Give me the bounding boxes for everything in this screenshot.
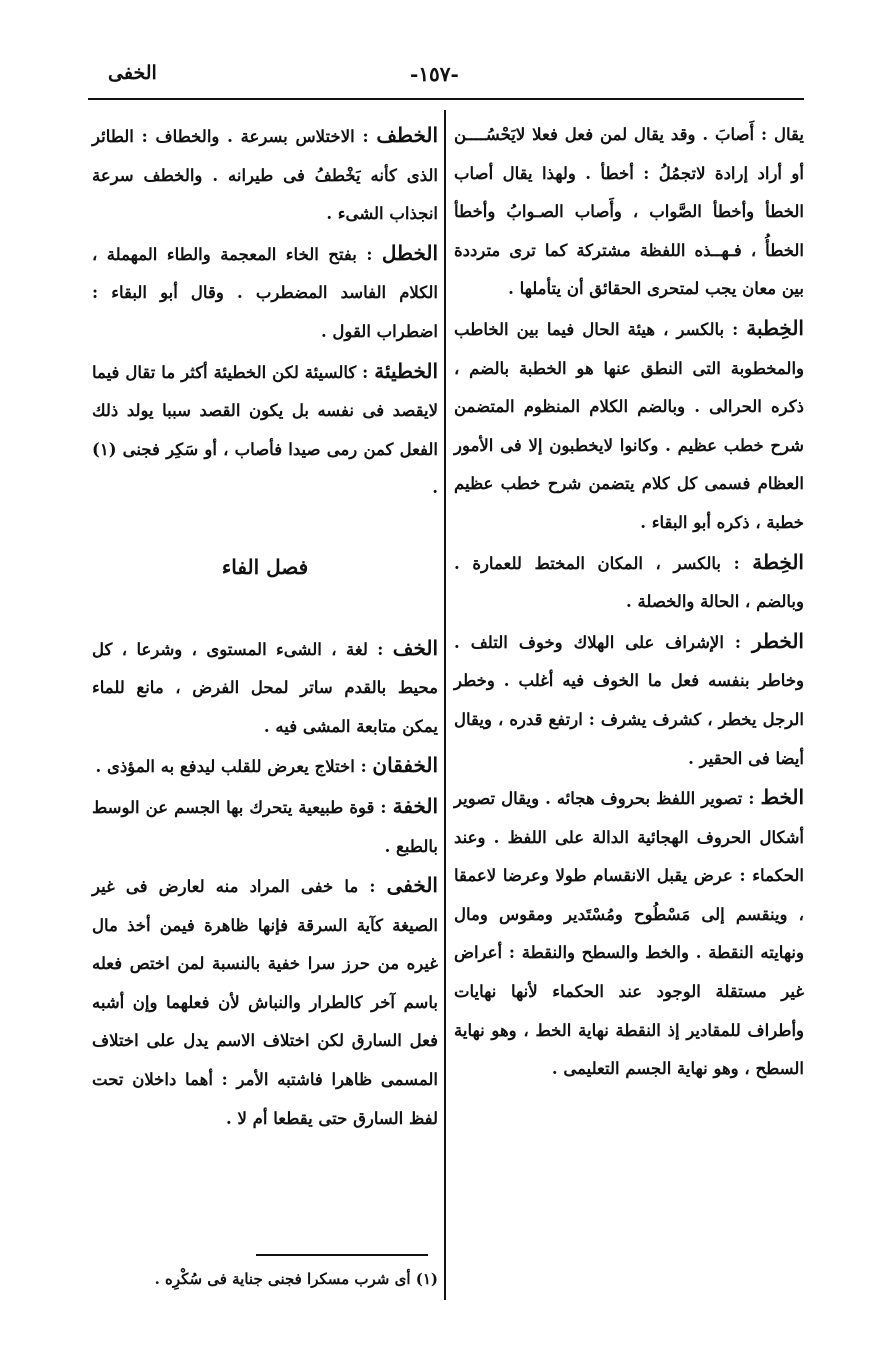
footnote-rule xyxy=(256,1254,428,1256)
entry-term: الخِطبة xyxy=(746,315,804,340)
entry-khitba xyxy=(454,309,804,543)
entry-term: الخِطة xyxy=(752,549,804,574)
entry-text: : ما خفى المراد منه لعارض فى غير الصيغة كآية السرقة فإنها ظاهرة فيمن أخذ مال غيره من حرز سرا خفية بالنسبة لمن اختص فعله باسم آخر كالطرار والنباش لأن فعلهما وإن أشبه فعل السارق لكن اختلاف الاسم يدل على اختلاف المسمى ظاهرا فاشتبه الأمر : أهما داخلان تحت لفظ السارق حتى يقطعا أم لا . xyxy=(92,877,438,1128)
entry-text: : بفتح الخاء المعجمة والطاء المهملة ، الكلام الفاسد المضطرب . وقال أبو البقاء : اضطراب القول . xyxy=(92,244,438,341)
page-number: -١٥٧- xyxy=(410,62,459,86)
footnote: (١) أى شرب مسكرا فجنى جناية فى سُكْرِه . xyxy=(154,1270,438,1288)
entry-text: : كالسيئة لكن الخطيئة أكثر ما تقال فيما لايقصد فى نفسه بل يكون القصد سببا يولد ذلك الفعل كمن رمى صيدا فأصاب ، أو سَكِر فجنى (١) . xyxy=(92,362,438,498)
entry-khiffa xyxy=(92,787,438,866)
entry-text: : اختلاج يعرض للقلب ليدفع به المؤذى . xyxy=(95,757,367,777)
entry-term: الخطف xyxy=(376,123,438,147)
entry-term: الخطر xyxy=(751,628,804,653)
entry-term: الخطيئة xyxy=(374,358,439,383)
entry-text: : بالكسر ، المكان المختط للعمارة . وبالضم ، الحالة والخصلة . xyxy=(454,553,804,612)
entry-term: الخف xyxy=(392,635,439,660)
section-title: فصل الفاء xyxy=(221,554,309,579)
entry-khatal xyxy=(92,234,438,352)
entry-khitta xyxy=(454,543,804,622)
entry-term: الخفقان xyxy=(372,753,438,778)
entry-text: : تصوير اللفظ بحروف هجائه . ويقال تصوير أشكال الحروف الهجائية الدالة على اللفظ . وعند الحكماء : عرض يقبل الانقسام طولا وعرضا لاعمقا ، وينقسم إلى مَسْطُوح ومُسْتَدير ومقوس ومال ونهايته النقطة . والخط والسطح والنقطة : أعراض غير مستقلة الوجود عند الحكماء لأنها نهايات وأطراف للمقادير إذ النقطة نهاية الخط ، وهو نهاية السطح ، وهو نهاية الجسم التعليمى . xyxy=(454,789,804,1079)
entry-khatar xyxy=(454,622,804,778)
entry-khafaqan xyxy=(92,746,438,787)
entry-term: الخط xyxy=(760,785,805,810)
entry-khatt xyxy=(454,778,804,1089)
entry-text: : قوة طبيعية يتحرك بها الجسم عن الوسط بالطبع . xyxy=(92,797,438,856)
left-column xyxy=(92,116,438,1138)
running-head: الخفى xyxy=(108,62,157,84)
entry-khuff xyxy=(92,629,438,747)
entry-term: الخفة xyxy=(392,793,438,818)
column-divider xyxy=(444,110,446,1300)
entry-text: : الإشراف على الهلاك وخوف التلف . وخاطر بنفسه فعل ما الخوف فيه أغلب . وخطر الرجل يخطر ، كشرف يشرف : ارتفع قدره ، ويقال أيضا فى الحقير . xyxy=(454,632,804,768)
entry-continuation xyxy=(454,116,804,309)
entry-text: : لغة ، الشىء المستوى ، وشرعا ، كل محيط بالقدم ساتر لمحل الفرض ، مانع للماء يمكن متابعة المشى فيه . xyxy=(92,639,438,736)
entry-khafi xyxy=(92,866,438,1138)
entry-khatia xyxy=(92,352,438,508)
entry-text: يقال : أَصابَ . وقد يقال لمن فعل فعلا لايَحْسُــــن أو أراد إرادة لاتجمُلُ : أخطأ . ولهذا يقال أصاب الخطأ وأخطأ الصَّواب ، وأَصاب الصـوابُ وأخطأ الخطأُ ، فـهــذه اللفظة مشتركة كما ترى مترددة بين معان يجب لمتحرى الحقائق أن يتأملها . xyxy=(454,125,804,299)
right-column xyxy=(454,116,804,1089)
entry-term: الخفى xyxy=(386,873,438,898)
entry-text: : الاختلاس بسرعة . والخطاف : الطائر الذى كأنه يَخْطفُ فى طيرانه . والخطف سرعة انجذاب الشىء . xyxy=(92,127,438,224)
entry-khatf xyxy=(92,116,438,234)
entry-term: الخطل xyxy=(381,240,439,265)
header-rule xyxy=(88,98,804,100)
entry-text: : بالكسر ، هيئة الحال فيما بين الخاطب والمخطوبة التى النطق عنها هو الخطبة بالضم ، ذكره الحرالى . وبالضم الكلام المنظوم المتضمن شرح خطب عظيم . وكانوا لايخطبون إلا فى الأمور العظام فسمى كل كلام يتضمن شرح خطب عظيم خطبة ، ذكره أبو البقاء . xyxy=(454,319,804,532)
